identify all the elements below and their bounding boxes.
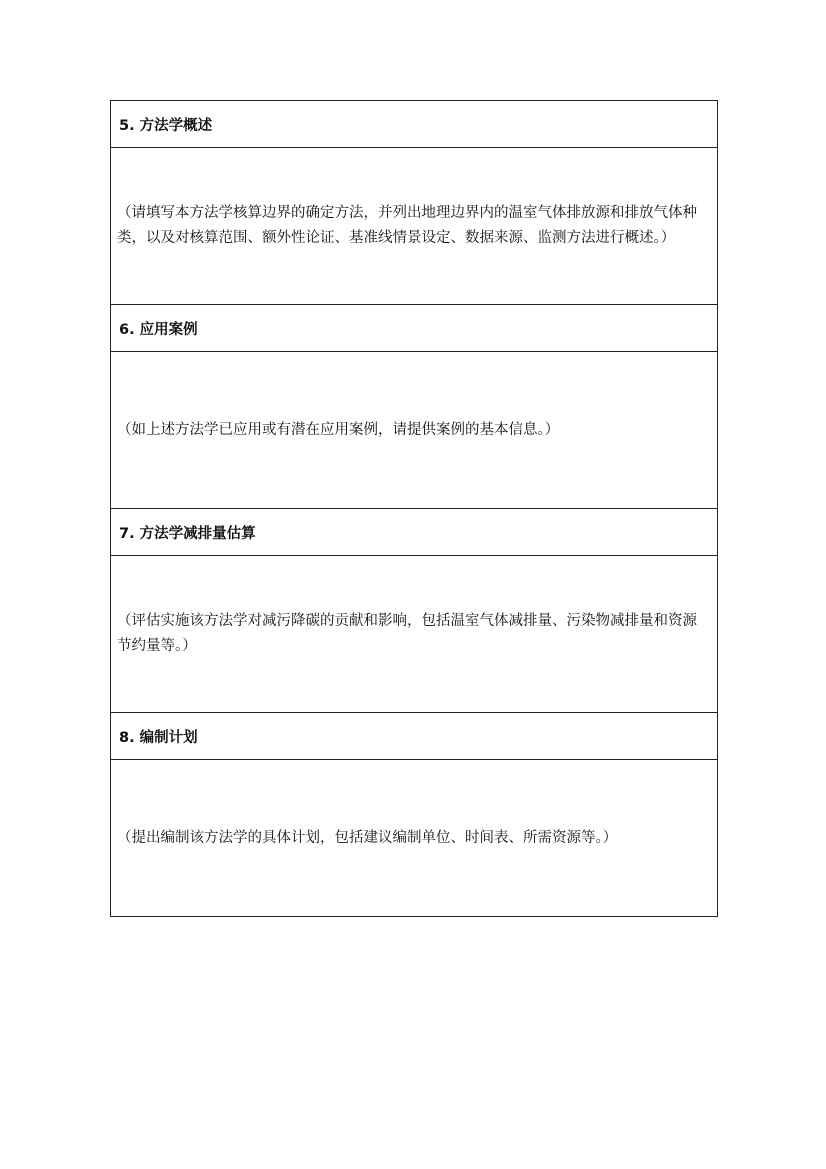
section-6-header-row [111,305,718,352]
section-6-body-row [111,352,718,509]
section-5-heading: 5. 方法学概述 [111,101,718,148]
section-5-header-row [111,101,718,148]
section-7-body-row [111,556,718,713]
section-8-hint[interactable]: （提出编制该方法学的具体计划，包括建议编制单位、时间表、所需资源等。） [111,760,718,917]
section-8-heading: 8. 编制计划 [111,713,718,760]
section-5-body-row [111,148,718,305]
methodology-form-table [110,100,718,917]
section-7-hint[interactable]: （评估实施该方法学对减污降碳的贡献和影响，包括温室气体减排量、污染物减排量和资源节约量等。） [111,556,718,713]
section-7-heading: 7. 方法学减排量估算 [111,509,718,556]
section-8-header-row [111,713,718,760]
section-6-heading: 6. 应用案例 [111,305,718,352]
section-7-header-row [111,509,718,556]
section-6-hint[interactable]: （如上述方法学已应用或有潜在应用案例，请提供案例的基本信息。） [111,352,718,509]
section-5-hint[interactable]: （请填写本方法学核算边界的确定方法，并列出地理边界内的温室气体排放源和排放气体种类，以及对核算范围、额外性论证、基准线情景设定、数据来源、监测方法进行概述。） [111,148,718,305]
section-8-body-row [111,760,718,917]
